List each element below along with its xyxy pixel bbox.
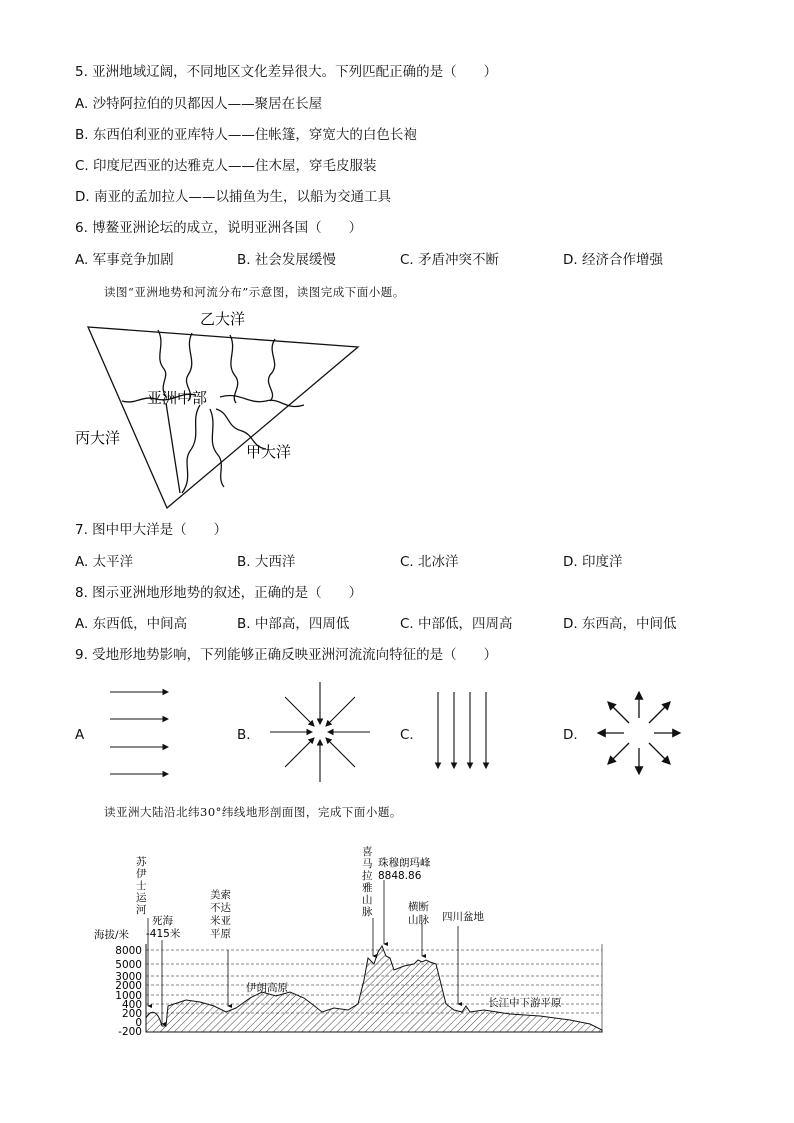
label-meso-3: 米亚 — [210, 915, 231, 927]
label-central-asia: 亚洲中部 — [147, 389, 208, 407]
q6-option-c: C. 矛盾冲突不断 — [400, 252, 500, 268]
option-a-arrows-parallel-east — [108, 684, 172, 778]
label-suez-3: 士 — [136, 880, 147, 892]
q8-option-d: D. 东西高，中间低 — [563, 616, 677, 632]
label-himalaya-3: 拉 — [362, 870, 373, 882]
q8-option-c: C. 中部低，四周高 — [400, 616, 513, 632]
q5-option-b: B. 东西伯利亚的亚库特人——住帐篷，穿宽大的白色长袍 — [75, 127, 417, 143]
label-suez-4: 运 — [136, 892, 147, 904]
y-axis-label: 海拔/米 — [94, 929, 130, 941]
map-intro: 读图“亚洲地势和河流分布”示意图，读图完成下面小题。 — [104, 285, 405, 299]
terrain-profile-30N — [90, 840, 610, 1040]
label-himalaya-1: 喜 — [362, 846, 373, 858]
label-suez-5: 河 — [136, 904, 147, 916]
label-ocean-jia: 甲大洋 — [246, 443, 292, 461]
q6-option-a: A. 军事竞争加剧 — [75, 252, 174, 268]
asia-terrain-river-map — [70, 305, 370, 515]
label-hengduan-1: 横断 — [408, 901, 429, 913]
label-himalaya-4: 雅 — [362, 882, 373, 894]
q9-option-a-label: A — [75, 727, 85, 743]
q7-option-a: A. 太平洋 — [75, 554, 134, 570]
q9-option-d-label: D. — [563, 727, 578, 743]
q5-option-d: D. 南亚的孟加拉人——以捕鱼为生，以船为交通工具 — [75, 189, 391, 205]
label-hengduan-2: 山脉 — [408, 914, 429, 926]
q7-option-c: C. 北冰洋 — [400, 554, 459, 570]
q8-stem: 8. 图示亚洲地形地势的叙述，正确的是（ ） — [75, 585, 363, 601]
q7-option-d: D. 印度洋 — [563, 554, 623, 570]
terrain-shape — [146, 946, 602, 1032]
tick-3000: 3000 — [115, 971, 142, 983]
label-ocean-yi: 乙大洋 — [200, 310, 246, 328]
q6-option-d: D. 经济合作增强 — [563, 252, 663, 268]
label-meso-2: 不达 — [210, 902, 231, 914]
label-himalaya-5: 山 — [362, 894, 373, 906]
label-himalaya-2: 马 — [362, 858, 373, 870]
label-sichuan: 四川盆地 — [442, 911, 484, 923]
option-c-arrows-parallel-south — [430, 690, 496, 772]
q8-option-b: B. 中部高，四周低 — [237, 616, 350, 632]
map-lines — [88, 327, 358, 508]
label-himalaya-6: 脉 — [362, 906, 373, 918]
label-suez-2: 伊 — [136, 868, 147, 880]
tick-5000: 5000 — [115, 959, 142, 971]
label-dead-sea-elev: -415米 — [146, 928, 181, 940]
q9-option-b-label: B. — [237, 727, 251, 743]
option-b-arrows-converge-center — [268, 680, 372, 784]
label-dead-sea: 死海 — [152, 915, 173, 927]
tick-400: 400 — [121, 999, 142, 1011]
label-meso-1: 美索 — [210, 889, 231, 901]
label-yangtze-plain: 长江中下游平原 — [488, 997, 562, 1009]
tick-2000: 2000 — [115, 980, 142, 992]
tick-200: 200 — [121, 1008, 142, 1020]
map-triangle — [88, 327, 358, 508]
tick-0: 0 — [135, 1017, 142, 1029]
label-iran-plateau: 伊朗高原 — [246, 982, 288, 994]
tick-8000: 8000 — [115, 945, 142, 957]
profile-intro: 读亚洲大陆沿北纬30°纬线地形剖面图，完成下面小题。 — [104, 805, 402, 819]
q8-option-a: A. 东西低，中间高 — [75, 616, 188, 632]
q9-option-c-label: C. — [400, 727, 414, 743]
q9-stem: 9. 受地形地势影响，下列能够正确反映亚洲河流流向特征的是（ ） — [75, 647, 498, 663]
q7-option-b: B. 大西洋 — [237, 554, 296, 570]
label-ocean-bing: 丙大洋 — [75, 429, 121, 447]
tick-1000: 1000 — [115, 990, 142, 1002]
q5-stem: 5. 亚洲地域辽阔，不同地区文化差异很大。下列匹配正确的是（ ） — [75, 64, 498, 80]
y-tick-labels — [115, 945, 142, 1038]
q6-option-b: B. 社会发展缓慢 — [237, 252, 336, 268]
q5-option-a: A. 沙特阿拉伯的贝都因人——聚居在长屋 — [75, 96, 323, 112]
tick-minus200: -200 — [118, 1026, 142, 1038]
q6-stem: 6. 博鳌亚洲论坛的成立，说明亚洲各国（ ） — [75, 220, 363, 236]
q5-option-c: C. 印度尼西亚的达雅克人——住木屋，穿毛皮服装 — [75, 158, 377, 174]
label-meso-4: 平原 — [210, 928, 231, 940]
label-everest-elev: 8848.86 — [378, 870, 422, 882]
label-everest: 珠穆朗玛峰 — [378, 857, 431, 869]
q7-stem: 7. 图中甲大洋是（ ） — [75, 522, 228, 538]
label-suez-1: 苏 — [136, 856, 147, 868]
option-d-arrows-radiate-outward — [594, 688, 684, 778]
